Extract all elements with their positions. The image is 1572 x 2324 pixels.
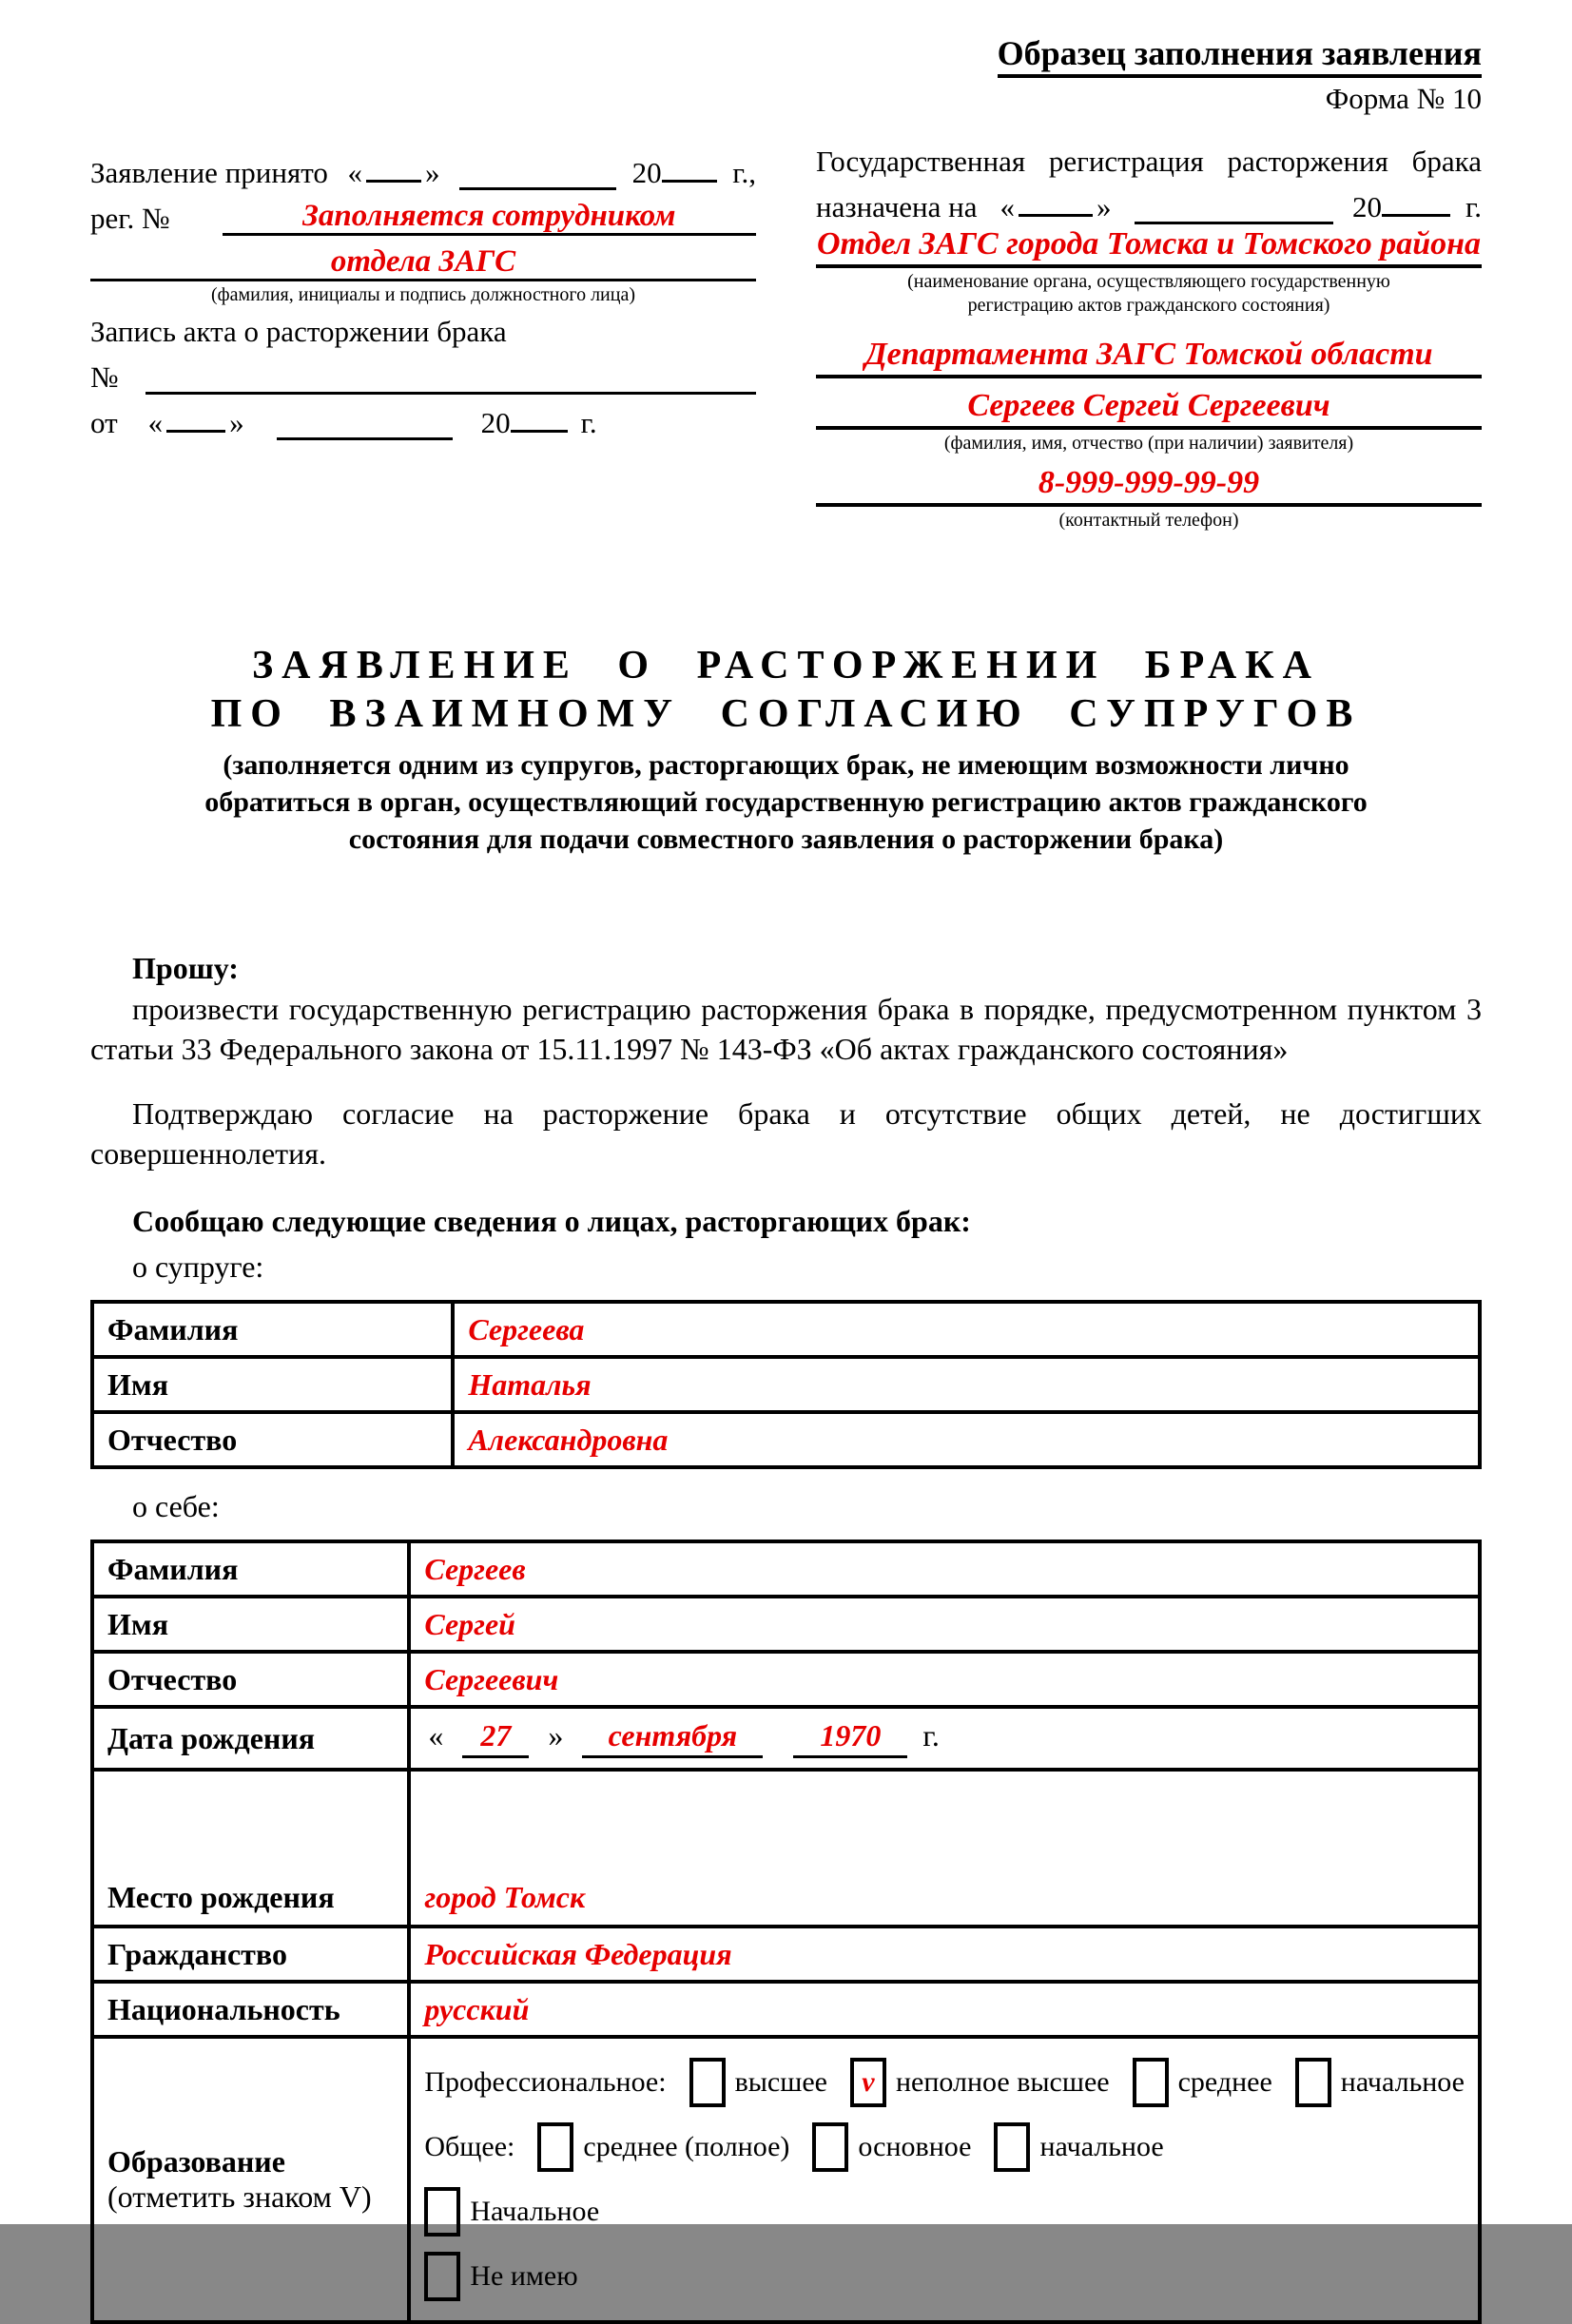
official-caption: (фамилия, инициалы и подпись должностного лица) xyxy=(211,284,635,305)
spouse-table xyxy=(90,1300,1482,1469)
number-label: № xyxy=(90,360,119,394)
table-row xyxy=(92,1412,1480,1467)
row-label: Имя xyxy=(92,1357,453,1412)
row-value-field[interactable]: Сергеева xyxy=(453,1302,1480,1357)
row-label: Имя xyxy=(92,1597,409,1652)
staff-note-line1: Заполняется сотрудником xyxy=(302,199,676,234)
birth-date-value xyxy=(409,1707,1480,1770)
education-professional-line xyxy=(424,2050,1465,2115)
blank-field-month[interactable] xyxy=(1135,192,1334,224)
year-suffix: г. xyxy=(580,406,597,439)
quote-open: « xyxy=(999,190,1016,223)
table-row xyxy=(92,1541,1480,1597)
applicant-name-value: Сергеев Сергей Сергеевич xyxy=(967,388,1330,423)
check-mark: v xyxy=(862,2066,875,2099)
quote-open: « xyxy=(147,406,164,439)
blank-field-year[interactable] xyxy=(511,400,568,433)
education-label-title: Образование xyxy=(107,2144,285,2179)
checkbox-secondary-prof[interactable] xyxy=(1133,2058,1169,2107)
reg-number-line xyxy=(90,190,756,236)
office-caption-line1: (наименование органа, осуществляющего государственную xyxy=(907,271,1390,292)
birth-date-row xyxy=(92,1707,1480,1770)
year-prefix: 20 xyxy=(1352,190,1383,223)
about-self-label xyxy=(90,1486,1482,1526)
blank-field-month[interactable] xyxy=(459,158,616,190)
blank-field-day[interactable] xyxy=(166,400,225,433)
checkbox-label: неполное высшее xyxy=(895,2066,1110,2099)
row-label: Отчество xyxy=(92,1412,453,1467)
application-accepted-line xyxy=(90,145,756,190)
document-title-line1: ЗАЯВЛЕНИЕ О РАСТОРЖЕНИИ БРАКА xyxy=(252,644,1320,688)
row-label: Дата рождения xyxy=(92,1707,409,1770)
checkbox-initial-general[interactable] xyxy=(994,2122,1030,2172)
record-title: Запись акта о расторжении брака xyxy=(90,315,507,348)
registration-line: Государственная регистрация расторжения брака xyxy=(816,145,1482,178)
applicant-right-block xyxy=(816,145,1482,533)
department-field[interactable] xyxy=(816,327,1482,378)
from-label: от xyxy=(90,406,118,439)
table-row xyxy=(92,1597,1480,1652)
row-value-field[interactable]: Александровна xyxy=(453,1412,1480,1467)
education-label-note: (отметить знаком V) xyxy=(107,2179,372,2215)
top-columns xyxy=(90,145,1482,533)
birth-year-field[interactable]: 1970 xyxy=(793,1718,907,1758)
quote-close: » xyxy=(1097,190,1112,223)
about-self-text: о себе: xyxy=(132,1489,220,1524)
row-value-field[interactable]: Российская Федерация xyxy=(409,1927,1480,1982)
checkbox-basic[interactable] xyxy=(812,2122,848,2172)
checkbox-label: высшее xyxy=(734,2066,827,2099)
office-caption-line2: регистрацию актов гражданского состояния) xyxy=(967,295,1330,316)
quote-close: » xyxy=(548,1718,564,1753)
quote-open: « xyxy=(347,156,362,189)
education-elementary-line xyxy=(424,2179,1465,2244)
birth-day-field[interactable]: 27 xyxy=(462,1718,529,1758)
office-name-value: Отдел ЗАГС города Томска и Томского района xyxy=(816,226,1482,261)
request-label: Прошу: xyxy=(132,951,239,986)
table-row xyxy=(92,1652,1480,1707)
checkbox-elementary[interactable] xyxy=(424,2187,460,2237)
checkbox-higher[interactable] xyxy=(689,2058,726,2107)
education-general-line xyxy=(424,2115,1465,2179)
paragraph-confirmation: Подтверждаю согласие на расторжение брака и отсутствие общих детей, не достигших совершеннолетия. xyxy=(90,1096,1482,1172)
office-left-block xyxy=(90,145,756,533)
row-label: Фамилия xyxy=(92,1541,409,1597)
row-value-field[interactable]: Сергеевич xyxy=(409,1652,1480,1707)
blank-field-day[interactable] xyxy=(366,150,421,183)
reg-label: рег. № xyxy=(90,202,170,235)
office-caption xyxy=(816,270,1482,318)
quote-close: » xyxy=(424,156,440,189)
row-value-field[interactable]: Сергеев xyxy=(409,1541,1480,1597)
education-row xyxy=(92,2037,1480,2322)
year-suffix: г. xyxy=(1465,190,1482,223)
checkbox-none[interactable] xyxy=(424,2252,460,2301)
paragraph-request: произвести государственную регистрацию расторжения брака в порядке, предусмотренном пунктом 3 статьи 33 Федерального закона от 15.11.1997 № 143-ФЗ «Об актах гражданского состояния» xyxy=(90,991,1482,1066)
info-lead: Сообщаю следующие сведения о лицах, расторгающих брак: xyxy=(132,1203,971,1238)
scheduled-date-line xyxy=(816,179,1482,224)
record-date-line xyxy=(90,395,756,440)
header xyxy=(90,33,1482,116)
checkbox-initial-prof[interactable] xyxy=(1295,2058,1331,2107)
form-number: Форма № 10 xyxy=(1325,82,1482,115)
row-label: Место рождения xyxy=(92,1770,409,1927)
row-label: Гражданство xyxy=(92,1927,409,1982)
blank-field-year[interactable] xyxy=(662,150,717,183)
quote-open: « xyxy=(428,1718,444,1753)
row-value-field[interactable]: Наталья xyxy=(453,1357,1480,1412)
quote-close: » xyxy=(229,406,244,439)
birth-month-field[interactable]: сентября xyxy=(582,1718,763,1758)
professional-label: Профессиональное: xyxy=(424,2066,667,2099)
checkbox-label: основное xyxy=(858,2131,972,2163)
table-row xyxy=(92,1302,1480,1357)
official-signature-line xyxy=(90,236,756,281)
phone-field[interactable] xyxy=(816,455,1482,507)
blank-field-record-number[interactable] xyxy=(146,353,756,395)
phone-value: 8-999-999-99-99 xyxy=(1038,465,1260,500)
blank-field-official[interactable] xyxy=(90,240,756,281)
checkbox-label: начальное xyxy=(1340,2066,1465,2099)
blank-field-day[interactable] xyxy=(1019,184,1093,217)
applicant-name-field[interactable] xyxy=(816,378,1482,430)
blank-field-month[interactable] xyxy=(277,408,453,440)
office-name-field[interactable] xyxy=(816,224,1482,268)
document-title xyxy=(90,642,1482,739)
row-label: Национальность xyxy=(92,1982,409,2037)
education-label xyxy=(92,2037,409,2322)
checkbox-label: среднее (полное) xyxy=(583,2131,790,2163)
birth-place-row xyxy=(92,1770,1480,1927)
self-table xyxy=(90,1540,1482,2324)
citizenship-row xyxy=(92,1927,1480,1982)
checkbox-secondary-full[interactable] xyxy=(537,2122,573,2172)
year-prefix: 20 xyxy=(631,156,662,189)
phone-caption: (контактный телефон) xyxy=(1058,510,1239,531)
applicant-caption: (фамилия, имя, отчество (при наличии) заявителя) xyxy=(943,433,1354,454)
education-options xyxy=(409,2037,1480,2322)
department-value: Департамента ЗАГС Томской области xyxy=(864,337,1433,372)
general-label: Общее: xyxy=(424,2131,515,2163)
year-suffix: г. xyxy=(922,1718,940,1753)
row-label: Фамилия xyxy=(92,1302,453,1357)
checkbox-label: Начальное xyxy=(470,2196,600,2228)
document-subtitle: (заполняется одним из супругов, расторгающих брак, не имеющим возможности лично обратиться в орган, осуществляющий государственную регистрацию актов гражданского состояния для подачи совместного заявления о расторжении брака) xyxy=(204,749,1368,856)
checkbox-label: начальное xyxy=(1039,2131,1164,2163)
checkbox-label: Не имею xyxy=(470,2260,578,2293)
row-value-field[interactable]: город Томск xyxy=(409,1770,1480,1927)
accepted-label: Заявление принято xyxy=(90,156,328,189)
row-value-field[interactable]: русский xyxy=(409,1982,1480,2037)
body-text xyxy=(90,948,1482,1287)
checkbox-incomplete-higher[interactable] xyxy=(850,2058,886,2107)
scheduled-label: назначена на xyxy=(816,190,978,223)
sample-title: Образец заполнения заявления xyxy=(998,33,1482,78)
staff-note-line2: отдела ЗАГС xyxy=(330,244,516,280)
blank-field-reg-number[interactable] xyxy=(223,194,756,236)
row-label: Отчество xyxy=(92,1652,409,1707)
blank-field-year[interactable] xyxy=(1382,184,1450,217)
record-number-line xyxy=(90,349,756,395)
row-value-field[interactable]: Сергей xyxy=(409,1597,1480,1652)
about-spouse-label: о супруге: xyxy=(132,1249,264,1284)
table-row xyxy=(92,1357,1480,1412)
document-title-line2: ПО ВЗАИМНОМУ СОГЛАСИЮ СУПРУГОВ xyxy=(210,692,1362,737)
checkbox-label: среднее xyxy=(1177,2066,1272,2099)
year-prefix: 20 xyxy=(480,406,511,439)
education-none-line xyxy=(424,2244,1465,2309)
year-suffix: г., xyxy=(732,156,756,189)
nationality-row xyxy=(92,1982,1480,2037)
